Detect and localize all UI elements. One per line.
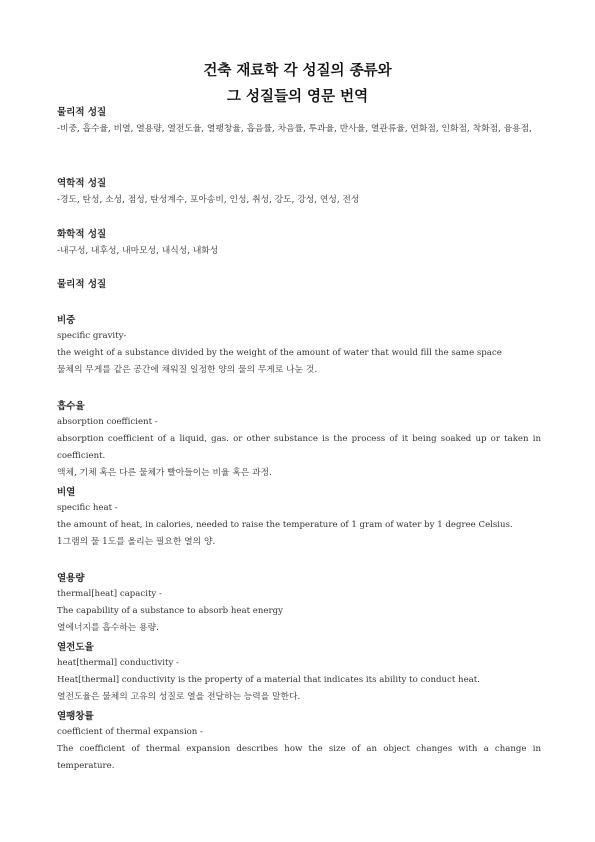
section-physical bbox=[57, 278, 541, 292]
definition-english: absorption coefficient of a liquid, gas. or other substance is the process of it being soaked up or taken in coefficient. bbox=[57, 434, 541, 461]
term-entry bbox=[57, 486, 541, 551]
term-entry bbox=[57, 710, 541, 775]
definition-english: the weight of a substance divided by the weight of the amount of water that would fill the same space bbox=[57, 348, 502, 358]
overview-mechanical bbox=[57, 177, 541, 210]
definition-korean: 물체의 무게를 같은 공간에 채워질 일정한 양의 물의 무게로 나눈 것. bbox=[57, 365, 318, 375]
term-english: specific heat - bbox=[57, 503, 118, 513]
document-title-line1: 건축 재료학 각 성질의 종류와 bbox=[203, 63, 392, 79]
term-korean: 열용량 bbox=[57, 573, 85, 584]
overview-heading: 화학적 성질 bbox=[57, 229, 107, 240]
term-english: coefficient of thermal expansion - bbox=[57, 727, 203, 737]
term-korean: 흡수율 bbox=[57, 401, 85, 412]
term-korean: 비열 bbox=[57, 487, 76, 498]
overview-chemical bbox=[57, 228, 541, 261]
definition-english: the amount of heat, in calories, needed to raise the temperature of 1 gram of water by 1 degree Celsius. bbox=[57, 520, 513, 530]
definition-korean: 열전도율은 물체의 고유의 성질로 열을 전달하는 능력을 말한다. bbox=[57, 692, 301, 702]
definition-korean: 액체, 기체 혹은 다른 물체가 빨아들이는 비율 혹은 과정. bbox=[57, 468, 272, 478]
definition-english: The coefficient of thermal expansion describes how the size of an object changes with a change in temperature. bbox=[57, 744, 541, 771]
definition-korean: 1그램의 물 1도를 올리는 필요한 열의 양. bbox=[57, 537, 216, 547]
overview-items: -내구성, 내후성, 내마모성, 내식성, 내화성 bbox=[57, 246, 219, 256]
term-entry bbox=[57, 572, 541, 637]
definition-korean: 열에너지를 흡수하는 용량. bbox=[57, 623, 159, 633]
term-entry bbox=[57, 400, 541, 482]
term-english: specific gravity- bbox=[57, 331, 127, 341]
definition-english: The capability of a substance to absorb heat energy bbox=[57, 606, 283, 616]
term-english: thermal[heat] capacity - bbox=[57, 589, 162, 599]
section-heading: 물리적 성질 bbox=[57, 279, 107, 290]
document-title-line2: 그 성질들의 영문 번역 bbox=[226, 89, 369, 105]
overview-heading: 물리적 성질 bbox=[57, 107, 107, 118]
term-english: absorption coefficient - bbox=[57, 417, 158, 427]
term-korean: 열전도율 bbox=[57, 642, 94, 653]
overview-items: -경도, 탄성, 소성, 점성, 탄성계수, 포아송비, 인성, 취성, 강도, 강성, 연성, 전성 bbox=[57, 195, 360, 205]
term-korean: 비중 bbox=[57, 315, 76, 326]
term-entry bbox=[57, 641, 541, 706]
overview-items: -비중, 흡수율, 비열, 열용량, 열전도율, 열팽창율, 흡음률, 차음률, 투과율, 반사율, 열관류율, 연화점, 인화점, 착화점, 융용점, bbox=[57, 124, 532, 134]
overview-heading: 역학적 성질 bbox=[57, 178, 107, 189]
overview-physical bbox=[57, 106, 541, 139]
term-english: heat[thermal] conductivity - bbox=[57, 658, 179, 668]
term-entry bbox=[57, 314, 541, 379]
term-korean: 열팽창률 bbox=[57, 711, 94, 722]
definition-english: Heat[thermal] conductivity is the property of a material that indicates its ability to conduct heat. bbox=[57, 675, 480, 685]
